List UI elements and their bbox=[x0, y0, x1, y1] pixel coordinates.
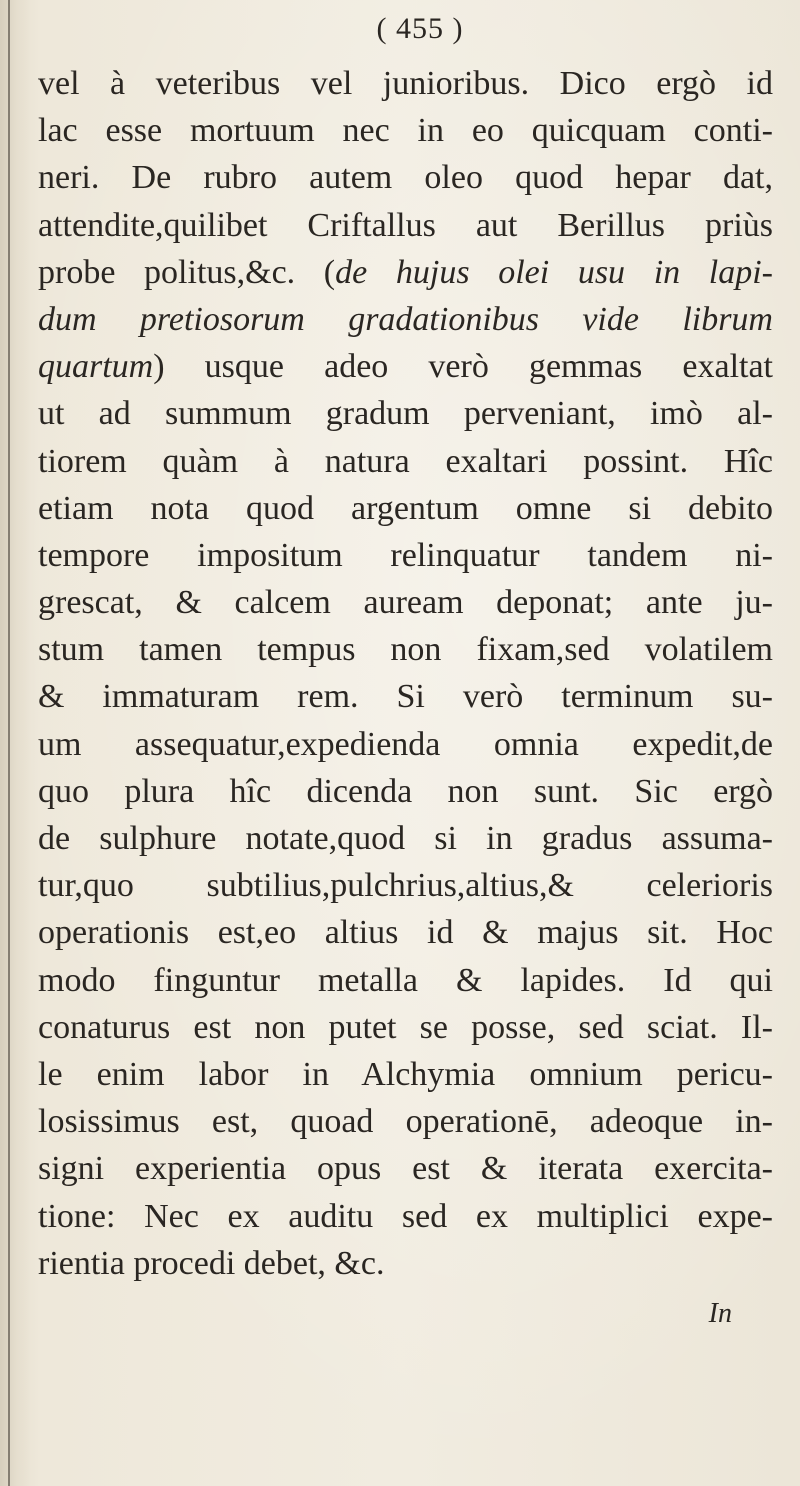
text-span: probe politus,&c. ( bbox=[38, 253, 336, 291]
page-number-header: ( 455 ) bbox=[376, 12, 464, 45]
text-line: losissimus est, quoad operationē, adeoque in- bbox=[38, 1103, 773, 1141]
text-line: conaturus est non putet se posse, sed sciat. Il- bbox=[38, 1008, 773, 1046]
text-span: ) usque adeo verò gemmas exaltat bbox=[153, 348, 773, 386]
text-line: tiorem quàm à natura exaltari possint. Hîc bbox=[38, 442, 773, 480]
binding-gutter bbox=[0, 0, 30, 1486]
text-line: lac esse mortuum nec in eo quicquam conti- bbox=[38, 112, 773, 150]
text-line: stum tamen tempus non fixam,sed volatilem bbox=[38, 631, 773, 669]
text-line: etiam nota quod argentum omne si debito bbox=[38, 489, 773, 527]
text-line: rientia procedi debet, &c. bbox=[38, 1244, 385, 1282]
italic-citation: quartum bbox=[38, 348, 154, 386]
binding-edge-line bbox=[8, 0, 10, 1486]
text-line bbox=[38, 296, 773, 343]
text-line: grescat, & calcem auream deponat; ante ju- bbox=[38, 584, 773, 622]
text-line: quo plura hîc dicenda non sunt. Sic ergò bbox=[38, 772, 773, 810]
text-line: ut ad summum gradum perveniant, imò al- bbox=[38, 395, 773, 433]
italic-citation: de hujus olei usu in lapi- bbox=[335, 253, 773, 291]
text-line: tur,quo subtilius,pulchrius,altius,& celerioris bbox=[38, 867, 773, 905]
text-line bbox=[38, 249, 773, 296]
text-line: vel à veteribus vel junioribus. Dico ergò id bbox=[38, 65, 773, 102]
body-text bbox=[38, 60, 798, 1287]
italic-citation: dum pretiosorum gradationibus vide librum bbox=[38, 300, 773, 338]
text-line: signi experientia opus est & iterata exercita- bbox=[38, 1150, 773, 1188]
text-line: operationis est,eo altius id & majus sit. Hoc bbox=[38, 914, 773, 952]
text-line: & immaturam rem. Si verò terminum su- bbox=[38, 678, 773, 716]
text-line: neri. De rubro autem oleo quod hepar dat, bbox=[38, 159, 773, 197]
catchword: In bbox=[708, 1298, 732, 1329]
text-line: tione: Nec ex auditu sed ex multiplici expe- bbox=[38, 1197, 773, 1235]
text-line: modo finguntur metalla & lapides. Id qui bbox=[38, 961, 773, 999]
text-line: le enim labor in Alchymia omnium pericu- bbox=[38, 1055, 773, 1093]
text-line: de sulphure notate,quod si in gradus assuma- bbox=[38, 820, 773, 857]
text-line bbox=[38, 343, 773, 390]
text-line: attendite,quilibet Criftallus aut Berillus priùs bbox=[38, 206, 773, 244]
text-line: um assequatur,expedienda omnia expedit,de bbox=[38, 725, 773, 763]
text-line: tempore impositum relinquatur tandem ni- bbox=[38, 536, 773, 574]
